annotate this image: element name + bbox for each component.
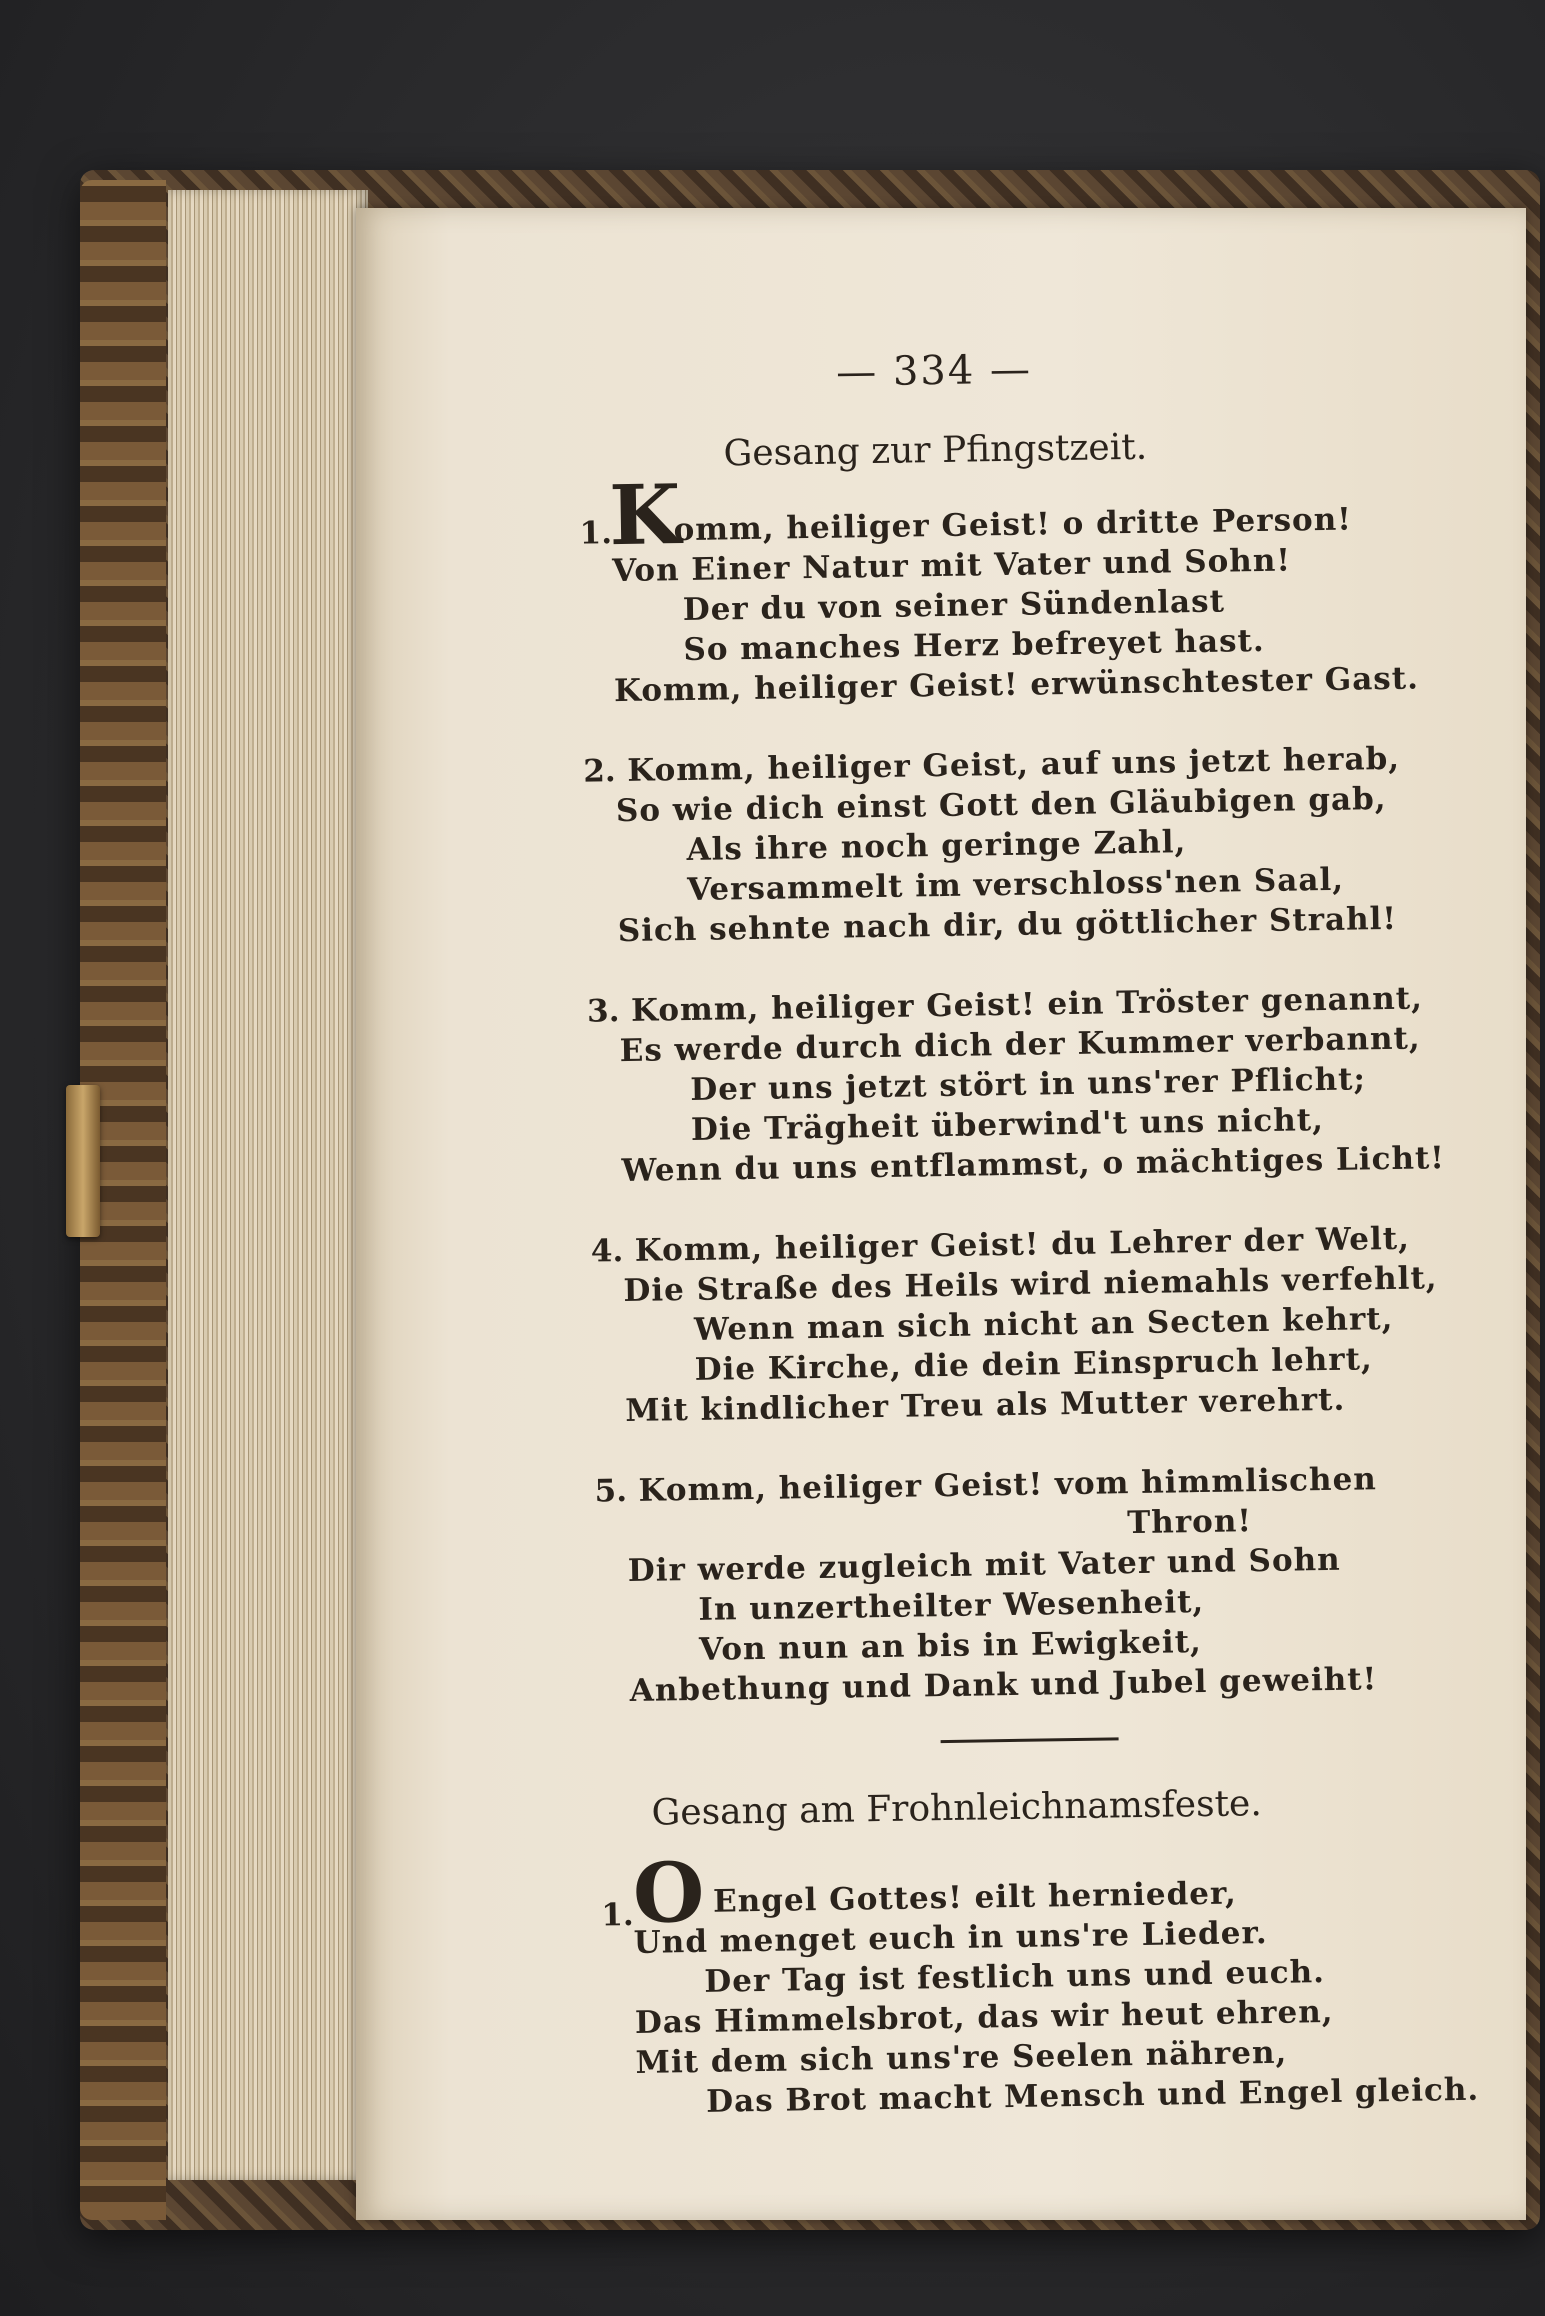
verse-line: Von nun an bis in Ewigkeit,	[698, 1624, 1203, 1668]
verse-number: 1.	[601, 1896, 634, 1934]
song-title: Gesang zur Pfingstzeit.	[723, 426, 1148, 475]
page-edges	[168, 190, 368, 2180]
verse-line: In unzertheilter Wesenheit,	[698, 1583, 1205, 1628]
song-title: Gesang am Frohnleichnamsfeste.	[651, 1783, 1263, 1834]
verse-line: Komm, heiliger Geist! erwünschtester Gast.	[613, 660, 1420, 710]
verse-line: Der uns jetzt stört in uns'rer Pflicht;	[690, 1061, 1367, 1108]
verse-number: 4.	[590, 1233, 624, 1270]
verse-line: Das Himmelsbrot, das wir heut ehren,	[634, 1993, 1334, 2041]
verse-line: So manches Herz befreyet hast.	[683, 622, 1265, 669]
verse-line: Engel Gottes! eilt hernieder,	[712, 1875, 1238, 1920]
verse-line: Der Tag ist festlich uns und euch.	[704, 1954, 1326, 2000]
verse-line: Es werde durch dich der Kummer verbannt,	[619, 1020, 1421, 1070]
verse-line: Der du von seiner Sündenlast	[682, 583, 1226, 629]
verse-line: Komm, heiliger Geist! du Lehrer der Welt,	[634, 1220, 1411, 1269]
verse-line: Versammelt im verschloss'nen Saal,	[686, 861, 1345, 908]
verse-line: Von Einer Natur mit Vater und Sohn!	[611, 542, 1292, 590]
verse-line: Thron!	[1126, 1503, 1253, 1542]
verse-line: Mit dem sich uns're Seelen nähren,	[635, 2034, 1288, 2081]
verse-line: Die Trägheit überwind't uns nicht,	[690, 1102, 1325, 1148]
verse-number: 3.	[586, 993, 620, 1030]
verse-line: Komm, heiliger Geist! vom himmlischen	[638, 1461, 1378, 1509]
page-number: — 334 —	[835, 346, 1033, 396]
verse-line: So wie dich einst Gott den Gläubigen gab,	[615, 781, 1387, 830]
verse-line: omm, heiliger Geist! o dritte Person!	[673, 501, 1353, 549]
page-content	[347, 199, 1545, 2229]
verse-line: Anbethung und Dank und Jubel geweiht!	[629, 1661, 1378, 1709]
section-divider	[941, 1737, 1119, 1743]
verse-line: Komm, heiliger Geist! ein Tröster genannt,	[630, 980, 1424, 1029]
verse-number: 2.	[583, 753, 616, 790]
verse-line: Mit kindlicher Treu als Mutter verehrt.	[625, 1381, 1346, 1430]
verse-line: Komm, heiliger Geist, auf uns jetzt herab,	[627, 740, 1401, 789]
verse-line: Wenn man sich nicht an Secten kehrt,	[693, 1300, 1394, 1348]
verse-number: 1.	[579, 515, 613, 552]
verse-line: Die Kirche, die dein Einspruch lehrt,	[694, 1341, 1374, 1388]
book-page	[356, 208, 1526, 2220]
verse-line: Sich sehnte nach dir, du göttlicher Strahl!	[617, 900, 1398, 950]
verse-line: Wenn du uns entflammst, o mächtiges Licht!	[621, 1140, 1446, 1190]
verse-line: Als ihre noch geringe Zahl,	[686, 824, 1187, 868]
verse-line: Dir werde zugleich mit Vater und Sohn	[627, 1541, 1341, 1590]
verse-line: Das Brot macht Mensch und Engel gleich.	[705, 2071, 1480, 2120]
verse-line: Und menget euch in uns're Lieder.	[633, 1915, 1268, 1961]
book-clasp	[66, 1085, 100, 1237]
verse-line: Die Straße des Heils wird niemahls verfehlt,	[623, 1260, 1438, 1310]
drop-cap: K	[608, 467, 682, 565]
drop-cap: O	[632, 1844, 706, 1942]
verse-number: 5.	[594, 1473, 628, 1510]
